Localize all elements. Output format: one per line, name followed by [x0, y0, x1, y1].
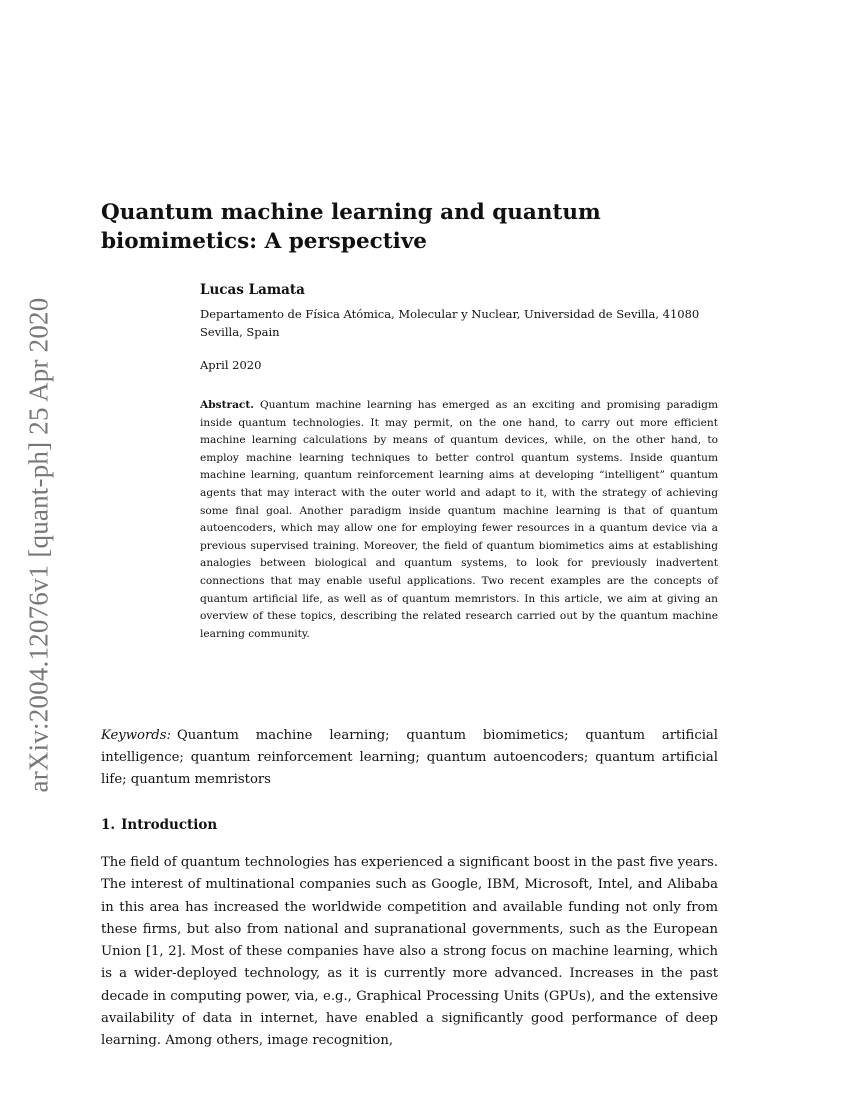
author-affiliation: Departamento de Física Atómica, Molecular y Nuclear, Universidad de Sevilla, 41080 Sevilla, Spain: [200, 307, 700, 339]
paper-title-line-1: Quantum machine learning and quantum: [101, 200, 601, 225]
introduction-paragraph: The field of quantum technologies has experienced a significant boost in the past five years. The interest of multinational companies such as Google, IBM, Microsoft, Intel, and Alibaba in this area has increased the worldwide competition and available funding not only from these firms, but also from national and supranational governments, such as the European Union [1, 2]. Most of these companies have also a strong focus on machine learning, which is a wider-deployed technology, as it is currently more advanced. Increases in the past decade in computing power, via, e.g., Graphical Processing Units (GPUs), and the extensive availability of data in internet, have enabled a significantly good performance of deep learning. Among others, image recognition,: [101, 855, 718, 1049]
keywords-label: Keywords:: [101, 728, 171, 743]
arxiv-identifier-stamp: arXiv:2004.12076v1 [quant-ph] 25 Apr 2020: [23, 297, 54, 793]
paper-title-line-2: biomimetics: A perspective: [101, 229, 427, 254]
abstract: [200, 397, 718, 643]
abstract-label: Abstract.: [200, 399, 254, 411]
author-name: Lucas Lamata: [200, 282, 305, 298]
keywords-text: Quantum machine learning; quantum biomimetics; quantum artificial intelligence; quantum reinforcement learning; quantum autoencoders; quantum artificial life; quantum memristors: [101, 728, 718, 787]
paper-title: [101, 198, 661, 256]
section-heading-introduction: [101, 817, 217, 833]
keywords: [101, 725, 718, 791]
section-title: Introduction: [121, 817, 218, 833]
section-number: 1.: [101, 817, 116, 833]
abstract-text: Quantum machine learning has emerged as an exciting and promising paradigm inside quantum technologies. It may permit, on the one hand, to carry out more efficient machine learning calculations by means of quantum devices, while, on the other hand, to employ machine learning techniques to better control quantum systems. Inside quantum machine learning, quantum reinforcement learning aims at developing “intelligent” quantum agents that may interact with the outer world and adapt to it, with the strategy of achieving some final goal. Another paradigm inside quantum machine learning is that of quantum autoencoders, which may allow one for employing fewer resources in a quantum device via a previous supervised training. Moreover, the field of quantum biomimetics aims at establishing analogies between biological and quantum systems, to look for previously inadvertent connections that may enable useful applications. Two recent examples are the concepts of quantum artificial life, as well as of quantum memristors. In this article, we aim at giving an overview of these topics, describing the related research carried out by the quantum machine learning community.: [200, 399, 718, 640]
publication-date: April 2020: [200, 358, 262, 372]
